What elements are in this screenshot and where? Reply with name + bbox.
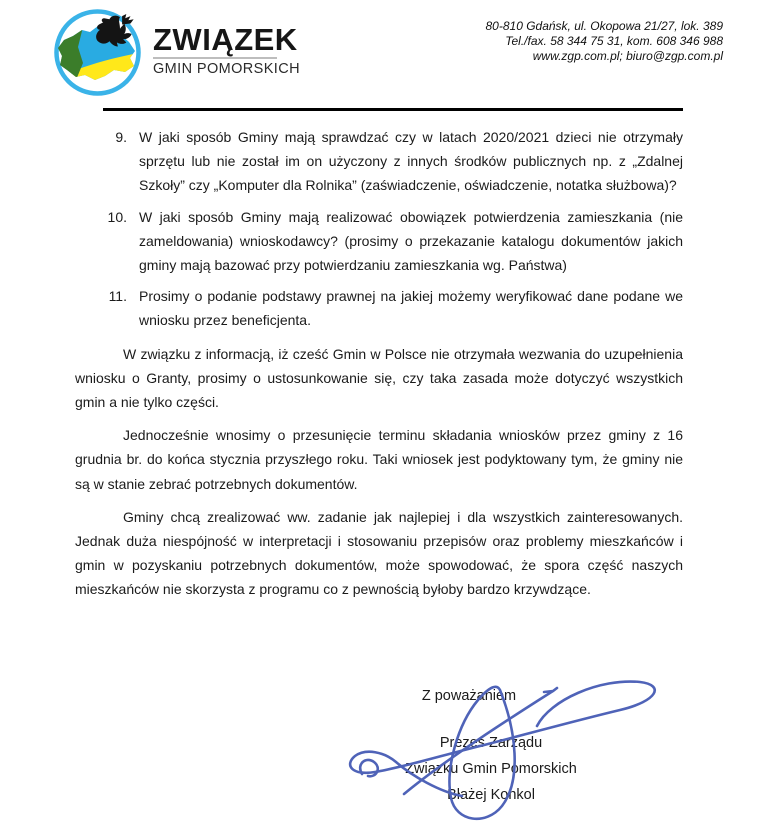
item-text: W jaki sposób Gminy mają realizować obowiązek potwierdzenia zamieszkania (nie zameldowania) wnioskodawcy? (prosimy o przekazanie katalogu dokumentów jakich gminy mają bazować przy potwierdzaniu zamieszkania wg. Państwa) — [139, 208, 683, 274]
contact-web-email: www.zgp.com.pl; biuro@zgp.com.pl — [532, 49, 723, 63]
contact-info — [486, 19, 724, 96]
letterhead — [0, 0, 757, 96]
organization-logo — [49, 9, 300, 96]
list-item-10 — [75, 205, 683, 278]
signature-block — [336, 684, 646, 808]
item-text: W jaki sposób Gminy mają sprawdzać czy w latach 2020/2021 dzieci nie otrzymały sprzętu lub nie został im on użyczony z innych środków publicznych np. z „Zdalnej Szkoły” czy „Komputer dla Rolnika” (zaświadczenie, oświadczenie, notatka służbowa)? — [139, 129, 683, 194]
paragraph: W związku z informacją, iż cześć Gmin w Polsce nie otrzymała wezwania do uzupełnienia wniosku o Granty, prosimy o ustosunkowanie się, czy taka zasada może dotyczyć wszystkich gmin a nie tylko części. — [75, 345, 683, 411]
signature-role: Prezes Zarządu — [439, 735, 543, 751]
list-item-11 — [75, 284, 683, 332]
header-rule — [103, 108, 683, 111]
contact-phone: Tel./fax. 58 344 75 31, kom. 608 346 988 — [505, 34, 723, 48]
logo-emblem-icon — [49, 9, 146, 96]
item-number: 9. — [115, 129, 127, 145]
logo-text — [153, 24, 300, 77]
item-number: 10. — [107, 208, 127, 225]
paragraph: Jednocześnie wnosimy o przesunięcie terminu składania wniosków przez gminy z 16 grudnia br. do końca stycznia przyszłego roku. Taki wniosek jest podyktowany tym, że gminy nie są w stanie zebrać potrzebnych dokumentów. — [75, 427, 683, 492]
letter-body — [75, 125, 683, 602]
logo-divider — [153, 57, 277, 59]
list-item-9 — [75, 125, 683, 198]
logo-subtitle: GMIN POMORSKICH — [153, 61, 300, 77]
signature-organization: Związku Gmin Pomorskich — [405, 761, 577, 777]
paragraph: Gminy chcą zrealizować ww. zadanie jak najlepiej i dla wszystkich zainteresowanych. Jednak duża niespójność w interpretacji i stosowaniu przepisów oraz problemy mieszkańców i gmin w pozyskaniu potrzebnych dokumentów, może spowodować, że spora część naszych mieszkańców nie skorzysta z programu co z pewnością byłoby bardzo krzywdzące. — [75, 508, 683, 598]
signature-titles — [336, 730, 646, 808]
signature-closing: Z poważaniem — [421, 688, 517, 704]
contact-address: 80-810 Gdańsk, ul. Okopowa 21/27, lok. 389 — [485, 19, 723, 33]
item-text: Prosimy o podanie podstawy prawnej na jakiej możemy weryfikować dane podane we wniosku przez beneficjenta. — [139, 288, 683, 329]
signature-name: Błażej Konkol — [447, 787, 535, 803]
logo-title: ZWIĄZEK — [153, 22, 298, 57]
item-number: 11. — [108, 288, 127, 305]
